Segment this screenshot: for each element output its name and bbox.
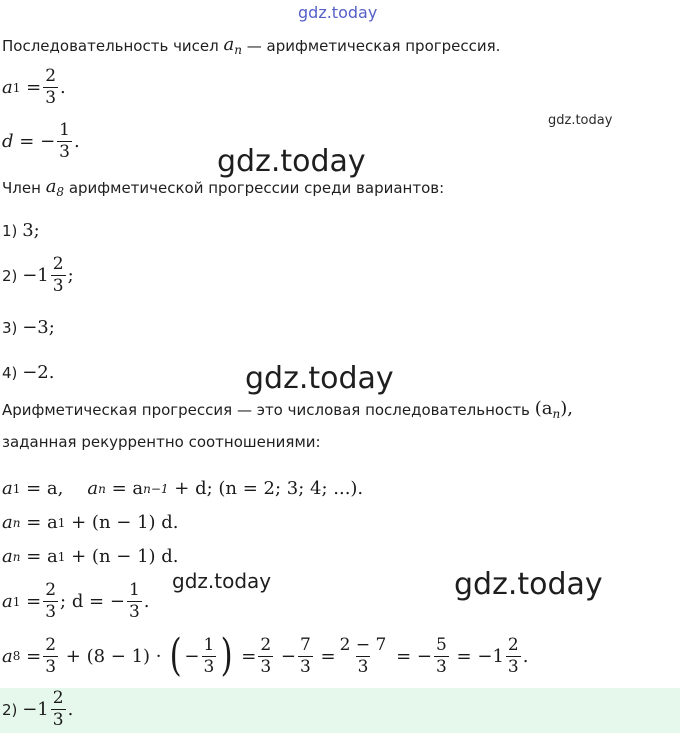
given-a1: a 1 = $\frac{2}{3}$ . bbox=[2, 66, 66, 108]
intro-var: $a_n$ bbox=[223, 34, 242, 57]
option-4: 4) −2. bbox=[2, 362, 55, 383]
intro-tail: — арифметическая прогрессия. bbox=[246, 36, 501, 55]
calc-given: a 1 = $\frac{2}{3}$ ; d = − $\frac{1}{3}$ . bbox=[2, 580, 150, 622]
option-2: 2) −1 $\frac{2}{3}$ ; bbox=[2, 254, 74, 296]
calc-a8: a 8 = $\frac{2}{3}$ + (8 − 1) · ( − $\frac{1}{3}$ ) = $\frac{2}{3}$ − $\frac{7}{3}$ = $\frac{2 - 7}{3}$ = − $\frac{5}{3}$ = −1 $\frac{2}{3}$ . bbox=[2, 630, 529, 681]
option-1: 1) 3; bbox=[2, 220, 40, 241]
answer-line: 2) −1 $\frac{2}{3}$ . bbox=[2, 688, 74, 730]
fraction: $\frac{2}{3}$ bbox=[45, 66, 57, 108]
fraction: $\frac{1}{3}$ bbox=[59, 120, 70, 162]
given-d: d = − $\frac{1}{3}$ . bbox=[2, 120, 80, 162]
definition-line-2: заданная рекуррентно соотношениями: bbox=[2, 433, 321, 451]
general-term-1: a n = a 1 + (n − 1) d. bbox=[2, 512, 179, 533]
answer-box bbox=[0, 688, 680, 733]
intro-line bbox=[2, 34, 500, 57]
watermark-top: gdz.today bbox=[298, 3, 378, 22]
option-3: 3) −3; bbox=[2, 317, 55, 338]
watermark-3: gdz.today bbox=[172, 569, 272, 593]
question-line: Член $a_8$ арифметической прогрессии среди вариантов: bbox=[2, 176, 445, 199]
general-term-2: a n = a 1 + (n − 1) d. bbox=[2, 546, 179, 567]
watermark-2: gdz.today bbox=[245, 361, 394, 396]
watermark-4: gdz.today bbox=[454, 567, 603, 602]
intro-lead: Последовательность чисел bbox=[2, 36, 219, 55]
definition-line-1: Арифметическая прогрессия — это числовая последовательность $(a_n)$, bbox=[2, 398, 573, 421]
watermark-1: gdz.today bbox=[217, 144, 366, 179]
watermark-right: gdz.today bbox=[548, 113, 613, 128]
recurrence-formula: a 1 = a, a n = a n−1 + d; (n = 2; 3; 4; ...). bbox=[2, 478, 364, 499]
fraction: $\frac{2}{3}$ bbox=[52, 254, 64, 296]
